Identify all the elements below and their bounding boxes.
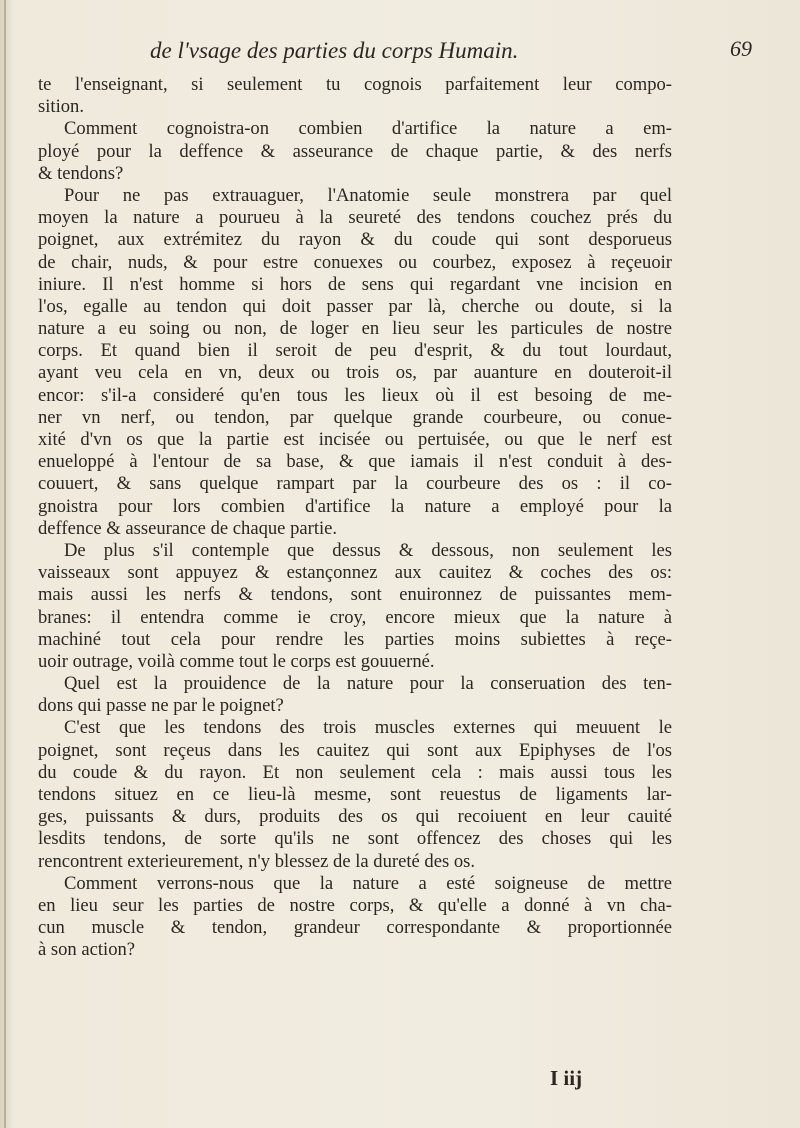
text-line: machiné tout cela pour rendre les parties moins subiettes à reçe-	[38, 628, 672, 650]
text-line: de chair, nuds, & pour estre conuexes ou courbez, exposez à reçeuoir	[38, 251, 672, 273]
text-line: dons qui passe ne par le poignet?	[38, 695, 284, 717]
text-line: sition.	[38, 96, 84, 118]
text-line: De plus s'il contemple que dessus & dessous, non seulement les	[64, 539, 672, 561]
text-line: & tendons?	[38, 162, 124, 184]
text-line: Comment cognoistra-on combien d'artifice la nature a em-	[64, 118, 672, 140]
body-text	[38, 74, 672, 962]
text-line: en lieu seur les parties de nostre corps, & qu'elle a donné à vn cha-	[38, 894, 672, 916]
text-line: nature a eu soing ou non, de loger en lieu seur les particules de nostre	[38, 318, 672, 340]
page-header	[150, 34, 750, 70]
text-line: Pour ne pas extrauaguer, l'Anatomie seule monstrera par quel	[64, 184, 672, 206]
text-line: vaisseaux sont appuyez & estançonnez aux cauitez & coches des os:	[38, 562, 672, 584]
text-line: corps. Et quand bien il seroit de peu d'esprit, & du tout lourdaut,	[38, 340, 672, 362]
text-line: Comment verrons-nous que la nature a esté soigneuse de mettre	[64, 872, 672, 894]
page-number: 69	[730, 36, 752, 61]
text-line: deffence & asseurance de chaque partie.	[38, 517, 338, 539]
text-line: encor: s'il-a consideré qu'en tous les lieux où il est besoing de me-	[38, 384, 672, 406]
text-line: l'os, egalle au tendon qui doit passer par là, cherche ou doute, si la	[38, 295, 672, 317]
text-line: tendons situez en ce lieu-là mesme, sont reuestus de ligaments lar-	[38, 784, 672, 805]
text-line: mais aussi les nerfs & tendons, sont enuironnez de puissantes mem-	[38, 584, 672, 606]
text-line: cun muscle & tendon, grandeur correspondante & proportionnée	[38, 917, 672, 939]
text-line: à son action?	[38, 939, 136, 961]
text-line: xité d'vn os que la partie est incisée ou pertuisée, ou que le nerf est	[38, 429, 672, 450]
signature-mark: I iij	[550, 1066, 583, 1090]
text-line: poignet, aux extrémitez du rayon & du coude qui sont desporueus	[38, 229, 672, 251]
page-gutter	[4, 0, 6, 1128]
text-line: C'est que les tendons des trois muscles externes qui meuuent le	[64, 717, 672, 739]
text-line: uoir outrage, voilà comme tout le corps est gouuerné.	[38, 650, 435, 672]
text-line: ges, puissants & durs, produits des os qui recoiuent en leur cauité	[38, 806, 672, 828]
text-line: branes: il entendra comme ie croy, encore mieux que la nature à	[38, 606, 672, 628]
text-line: Quel est la prouidence de la nature pour la conseruation des ten-	[64, 673, 672, 695]
text-line: gnoistra pour lors combien d'artifice la nature a employé pour la	[38, 495, 672, 517]
text-line: moyen la nature a pourueu à la seureté des tendons couchez prés du	[38, 207, 672, 229]
text-line: lesdits tendons, de sorte qu'ils ne sont offencez des choses qui les	[38, 828, 672, 850]
text-line: du coude & du rayon. Et non seulement cela : mais aussi tous les	[38, 761, 672, 783]
text-line: couuert, & sans quelque rampart par la courbeure des os : il co-	[38, 473, 672, 495]
page-footer	[520, 1066, 620, 1096]
text-line: ner vn nerf, ou tendon, par quelque grande courbeure, ou conue-	[38, 406, 672, 428]
text-line: iniure. Il n'est homme si hors de sens qui regardant vne incision en	[38, 273, 672, 295]
text-line: ayant veu cela en vn, deux ou trois os, par auanture en douteroit-il	[38, 362, 672, 384]
running-title: de l'vsage des parties du corps Humain.	[150, 38, 519, 63]
text-line: enueloppé à l'entour de sa base, & que iamais il n'est conduit à des-	[38, 451, 672, 473]
text-line: rencontrent exterieurement, n'y blessez de la dureté des os.	[38, 850, 476, 872]
text-line: poignet, sont reçeus dans les cauitez qui sont aux Epiphyses de l'os	[38, 739, 672, 761]
text-line: te l'enseignant, si seulement tu cognois parfaitement leur compo-	[38, 74, 672, 95]
text-line: ployé pour la deffence & asseurance de chaque partie, & des nerfs	[38, 140, 672, 162]
